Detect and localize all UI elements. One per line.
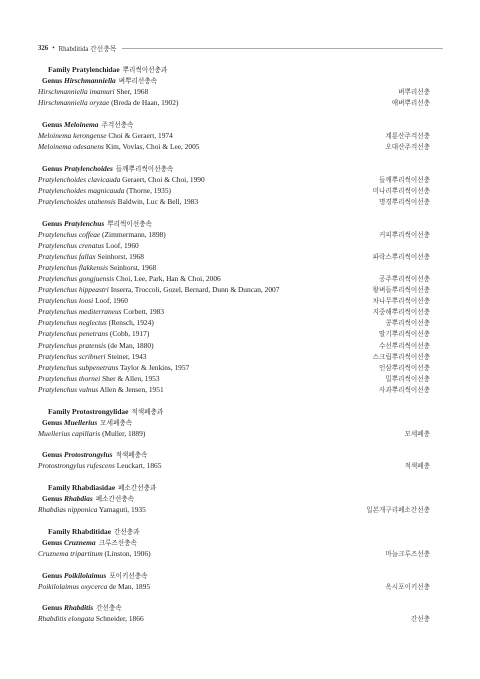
species-name: Pratylenchus hippeastri — [38, 285, 109, 295]
genus-name: Hirschmanniella — [64, 76, 116, 86]
species-author: (Cobb, 1917) — [109, 329, 150, 339]
family-korean: 뿌리썩이선충과 — [122, 67, 168, 74]
species-row — [38, 340, 430, 351]
genus-korean: 뿌리썩이선충속 — [107, 220, 152, 228]
species-row — [38, 174, 430, 185]
genus-korean: 포이키선충속 — [109, 572, 148, 580]
family-korean: 간선충과 — [114, 528, 140, 536]
genus-prefix: Genus — [42, 218, 63, 228]
running-header — [38, 43, 443, 53]
species-name: Pratylenchoides magnicauda — [38, 185, 125, 195]
genus-prefix: Genus — [42, 450, 63, 460]
species-korean: 인삼뿌리썩이선충 — [379, 364, 430, 372]
species-scientific — [38, 174, 205, 185]
species-name: Pratylenchoides clavicauda — [38, 174, 121, 184]
species-korean: 오대산주걱선충 — [385, 144, 430, 152]
species-korean: 들깨뿌리썩이선충 — [379, 176, 430, 184]
species-author: Sher, 1968 — [116, 87, 149, 97]
species-korean: 밀뿌리썩이선충 — [385, 375, 430, 383]
species-name: Hirschmanniella imamuri — [38, 87, 115, 97]
species-korean: 마늘크루즈선충 — [385, 550, 430, 558]
genus-prefix: Genus — [42, 603, 63, 613]
species-row — [38, 86, 430, 97]
species-korean: 명경뿌리썩이선충 — [379, 198, 430, 206]
species-scientific — [38, 613, 144, 624]
genus-name: Muellerius — [64, 417, 98, 427]
species-author: (Breda de Haan, 1902) — [111, 98, 179, 108]
species-author: Seinhorst, 1968 — [109, 262, 157, 272]
section-gap — [38, 395, 430, 406]
species-scientific — [38, 130, 173, 141]
species-korean: 간선충 — [410, 616, 430, 624]
species-korean: 미나리뿌리썩이선충 — [372, 187, 430, 195]
running-title: Rhabditida 간선충목 — [58, 46, 117, 53]
family-korean: 적색폐충과 — [131, 408, 164, 416]
genus-heading — [38, 119, 430, 130]
genus-korean: 모세폐충속 — [100, 419, 133, 427]
species-name: Pratylenchus mediterraneus — [38, 307, 122, 317]
species-name: Pratylenchus loosi — [38, 296, 94, 306]
genus-prefix: Genus — [42, 494, 63, 504]
species-name: Pratylenchus gongjuensis — [38, 274, 115, 283]
species-row — [38, 362, 430, 373]
species-scientific — [38, 428, 145, 439]
genus-heading — [38, 449, 430, 460]
species-author: (Linston, 1906) — [104, 548, 151, 558]
species-korean: 커피뿌리썩이선충 — [379, 231, 430, 239]
species-korean: 수선뿌리썩이선충 — [379, 342, 430, 350]
genus-name: Pratylenchus — [64, 218, 105, 228]
species-name: Meloinema kerongense — [38, 130, 107, 140]
species-korean: 모세폐충 — [404, 430, 430, 438]
species-name: Pratylenchus subpenetrans — [38, 362, 119, 372]
genus-korean: 들깨뿌리썩이선충속 — [115, 165, 174, 173]
species-scientific — [38, 240, 139, 251]
section-gap — [38, 515, 430, 526]
species-author: Seinhorst, 1968 — [97, 251, 144, 261]
genus-heading — [38, 163, 430, 174]
species-korean: 일본개구리폐소간선충 — [366, 507, 430, 515]
genus-korean: 폐소간선충속 — [95, 496, 134, 504]
section-gap — [38, 207, 430, 218]
species-korean: 사과뿌리썩이선충 — [379, 386, 430, 394]
species-scientific — [38, 229, 166, 240]
species-name: Pratylenchus coffeae — [38, 229, 101, 239]
species-scientific — [38, 86, 148, 97]
species-scientific — [38, 306, 164, 317]
species-korean: 옥시포이키선충 — [385, 583, 430, 591]
species-author: Choi, Lee, Park, Han & Choi, 2006 — [116, 274, 221, 283]
species-row — [38, 196, 430, 207]
genus-name: Meloinema — [64, 119, 99, 129]
species-author: (Zimmermann, 1898) — [102, 229, 166, 239]
species-name: Pratylenchus flakkensis — [38, 262, 108, 272]
species-row — [38, 284, 430, 295]
species-korean: 딸기뿌리썩이선충 — [379, 331, 430, 339]
species-author: Steiner, 1943 — [107, 351, 147, 361]
genus-korean: 간선충속 — [96, 605, 122, 613]
genus-korean: 크루즈선충속 — [98, 539, 137, 547]
species-scientific — [38, 504, 146, 515]
species-author: Loof, 1960 — [105, 240, 139, 250]
species-korean: 왕벼들뿌리썩이선충 — [372, 287, 430, 295]
section-gap — [38, 439, 430, 450]
species-scientific — [38, 460, 161, 471]
species-author: (Rensch, 1924) — [108, 318, 154, 328]
species-author: Taylor & Jenkins, 1957 — [119, 362, 190, 372]
species-korean: 공주뿌리썩이선충 — [379, 276, 430, 283]
species-author: Allen & Jensen, 1951 — [99, 384, 164, 394]
section-gap — [38, 592, 430, 603]
species-row — [38, 373, 430, 384]
species-author: Leuckart, 1865 — [116, 461, 162, 471]
genus-heading — [38, 570, 430, 581]
species-scientific — [38, 273, 221, 284]
species-korean: 적색폐충 — [404, 463, 430, 471]
species-row — [38, 328, 430, 339]
genus-prefix: Genus — [42, 537, 63, 547]
page-number: 326 — [38, 44, 49, 52]
family-latin: Family Rhabdiasidae — [48, 483, 116, 492]
header-bullet: • — [52, 44, 55, 52]
section-gap — [38, 108, 430, 119]
family-heading — [38, 482, 430, 493]
species-author: Inserra, Troccoli, Gozel, Bernard, Dunn & Duncan, 2007 — [110, 285, 280, 295]
species-scientific — [38, 251, 144, 262]
genus-heading — [38, 493, 430, 504]
species-author: Yamaguti, 1935 — [98, 505, 146, 515]
species-row — [38, 581, 430, 592]
species-name: Cruznema tripartitum — [38, 548, 103, 558]
species-scientific — [38, 373, 160, 384]
genus-prefix: Genus — [42, 119, 63, 129]
genus-heading — [38, 218, 430, 229]
genus-name: Protostrongylus — [64, 450, 113, 460]
species-korean: 지중해뿌리썩이선충 — [372, 309, 430, 317]
species-name: Pratylenchus fallax — [38, 251, 96, 261]
species-korean: 파락스뿌리썩이선충 — [372, 253, 430, 261]
species-row — [38, 240, 430, 251]
family-heading — [38, 406, 430, 417]
genus-prefix: Genus — [42, 417, 63, 427]
species-author: Corbett, 1983 — [123, 307, 165, 317]
species-scientific — [38, 185, 171, 196]
species-row — [38, 185, 430, 196]
section-gap — [38, 472, 430, 483]
family-latin: Family Rhabditidae — [48, 526, 112, 536]
genus-prefix: Genus — [42, 76, 63, 86]
species-name: Rhabditis elongata — [38, 614, 95, 624]
species-korean: 애벼뿌리선충 — [391, 100, 430, 108]
species-row — [38, 273, 430, 284]
species-korean: 콩뿌리썩이선충 — [385, 320, 430, 328]
species-name: Pratylenchus thornei — [38, 373, 101, 383]
species-row — [38, 613, 430, 624]
species-row — [38, 229, 430, 240]
species-name: Pratylenchoides utahensis — [38, 196, 116, 206]
family-korean: 폐소간선충과 — [118, 485, 157, 492]
species-row — [38, 130, 430, 141]
species-scientific — [38, 328, 149, 339]
genus-heading — [38, 75, 430, 86]
species-author: Schneider, 1866 — [95, 614, 144, 624]
species-name: Pratylenchus pratensis — [38, 340, 106, 350]
genus-prefix: Genus — [42, 163, 63, 173]
species-scientific — [38, 340, 154, 351]
species-scientific — [38, 295, 128, 306]
species-row — [38, 504, 430, 515]
species-name: Pratylenchus vulnus — [38, 384, 99, 394]
genus-name: Rhabditis — [64, 603, 94, 613]
genus-prefix: Genus — [42, 570, 63, 580]
species-row — [38, 428, 430, 439]
species-scientific — [38, 284, 279, 295]
species-author: Geraert, Choi & Choi, 1990 — [122, 174, 205, 184]
section-gap — [38, 152, 430, 163]
species-row — [38, 317, 430, 328]
family-heading — [38, 526, 430, 537]
species-author: (de Man, 1880) — [107, 340, 154, 350]
species-row — [38, 384, 430, 395]
species-name: Poikilolaimus oxycerca — [38, 581, 108, 591]
genus-heading — [38, 602, 430, 613]
genus-heading — [38, 537, 430, 548]
taxonomy-list — [38, 64, 430, 624]
species-author: (Muller, 1889) — [102, 428, 146, 438]
section-gap — [38, 559, 430, 570]
species-row — [38, 306, 430, 317]
species-author: Loof, 1960 — [95, 296, 128, 306]
family-latin: Family Protostrongylidae — [48, 406, 129, 416]
genus-name: Pratylenchoides — [64, 163, 113, 173]
species-row — [38, 548, 430, 559]
species-author: Baldwin, Luc & Bell, 1983 — [117, 196, 199, 206]
species-name: Pratylenchus crenatus — [38, 240, 105, 250]
species-name: Muellerius capillaris — [38, 428, 101, 438]
genus-name: Poikilolaimus — [64, 570, 107, 580]
species-row — [38, 141, 430, 152]
species-author: Kim, Vovlas, Choi & Lee, 2005 — [105, 142, 200, 152]
species-scientific — [38, 141, 200, 152]
species-scientific — [38, 317, 154, 328]
genus-korean: 벼뿌리선충속 — [118, 78, 157, 86]
genus-name: Rhabdias — [64, 494, 93, 504]
species-korean: 계룡산주걱선충 — [385, 132, 430, 140]
species-name: Meloinema odesanens — [38, 142, 104, 152]
genus-korean: 주걱선충속 — [101, 121, 134, 129]
species-author: (Thorne, 1935) — [126, 185, 172, 195]
species-scientific — [38, 262, 156, 273]
species-row — [38, 262, 430, 273]
species-scientific — [38, 196, 198, 207]
species-korean: 차나무뿌리썩이선충 — [372, 298, 430, 306]
species-scientific — [38, 362, 189, 373]
family-latin: Family Pratylenchidae — [48, 65, 120, 74]
species-scientific — [38, 384, 164, 395]
species-scientific — [38, 548, 151, 559]
species-name: Pratylenchus neglectus — [38, 318, 107, 328]
species-row — [38, 97, 430, 108]
species-author: de Man, 1895 — [109, 581, 151, 591]
species-author: Sher & Allen, 1953 — [102, 373, 160, 383]
species-korean: 스크립뿌리썩이선충 — [372, 353, 430, 361]
species-name: Pratylenchus penetrans — [38, 329, 108, 339]
species-row — [38, 460, 430, 471]
species-name: Rhabdias nipponica — [38, 505, 98, 515]
species-row — [38, 251, 430, 262]
genus-name: Cruznema — [64, 537, 96, 547]
species-korean: 벼뿌리선충 — [398, 89, 430, 97]
species-scientific — [38, 97, 178, 108]
family-heading — [38, 64, 430, 75]
species-name: Pratylenchus scribneri — [38, 351, 106, 361]
species-scientific — [38, 581, 150, 592]
species-row — [38, 295, 430, 306]
species-name: Protostrongylus rufescens — [38, 461, 115, 471]
species-author: Choi & Geraert, 1974 — [108, 130, 173, 140]
species-scientific — [38, 351, 147, 362]
header-rule — [122, 48, 443, 49]
genus-korean: 적색폐충속 — [115, 452, 148, 460]
genus-heading — [38, 417, 430, 428]
species-name: Hirschmanniella oryzae — [38, 98, 110, 108]
species-row — [38, 351, 430, 362]
